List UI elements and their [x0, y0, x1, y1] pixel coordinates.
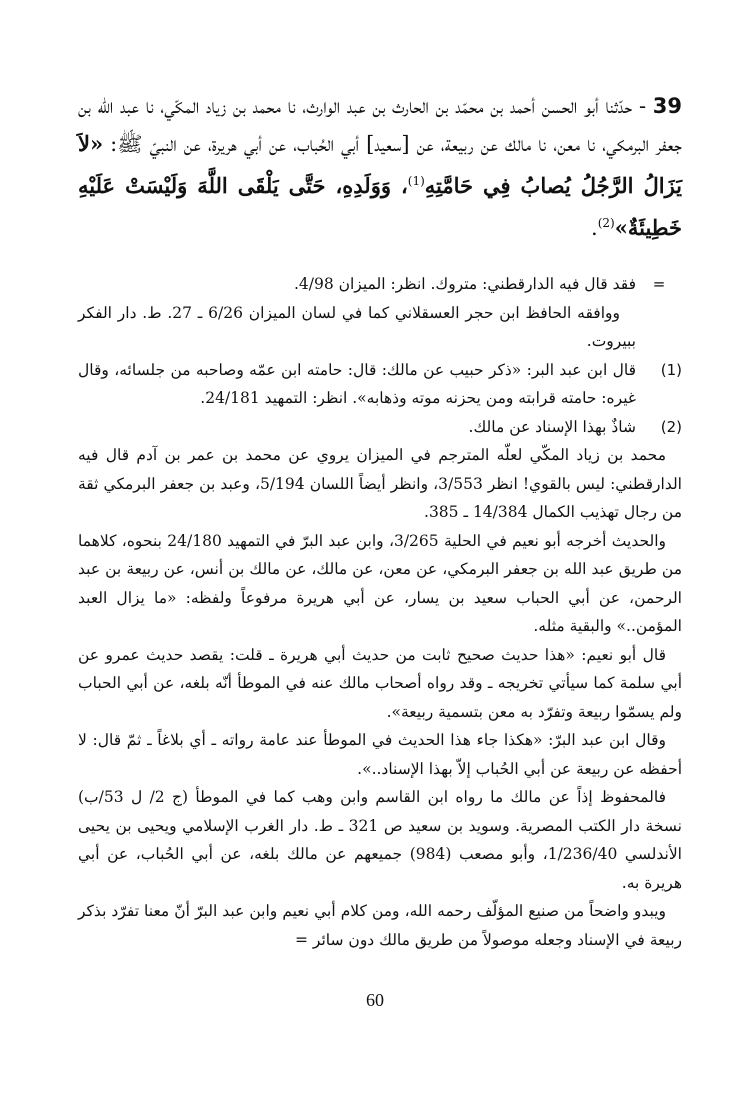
- footnote-marker-2: (2): [660, 417, 682, 436]
- hadith-isnad: - حدّثنا أبو الحسن أحمد بن محمّد بن الحارث بن عبد الوارث، نا محمد بن زياد المكّي، نا عبد الله بن جعفر البرمكي، نا معن، نا مالك عن ربيعة، عن [سعيد] أبي الحُباب، عن أبي هريرة، عن النبيّ ﷺ:: [78, 94, 682, 156]
- hadith-matn-part2: ، وَوَلَدِهِ، حَتَّى يَلْقَى اللَّهَ وَلَيْسَتْ عَلَيْهِ خَطِيئَةٌ»: [78, 173, 682, 240]
- footnote-ref-2: (2): [597, 216, 615, 230]
- hadith-end: .: [591, 216, 598, 240]
- footnote-2: [78, 413, 682, 442]
- footnote-continuation: [78, 270, 682, 356]
- footnote-1: [78, 356, 682, 413]
- footnote-paragraph: قال أبو نعيم: «هذا حديث صحيح ثابت من حديث أبي هريرة ـ قلت: يقصد حديث عمرو عن أبي سلمة كما سيأتي تخريجه ـ وقد رواه أصحاب مالك عنه في الموطأ أنّه بلغه، عن أبي الحباب ولم يسمّوا ربيعة وتفرّد به معن بتسمية ربيعة».: [78, 645, 682, 721]
- footnote-paragraph: شاذٌ بهذا الإسناد عن مالك.: [468, 417, 636, 436]
- page-content: [78, 88, 682, 954]
- footnote-2-body: [78, 413, 636, 442]
- page-number: 60: [366, 990, 384, 1010]
- footnote-paragraph: محمد بن زياد المكّي لعلّه المترجم في الميزان يروي عن محمد بن عمر بن آدم قال فيه الدارقطني: ليس بالقوي! انظر 3/553، وانظر أيضاً اللسان 5/194، وعبد بن جعفر البرمكي ثقة من رجال تهذيب الكمال 14/384 ـ 385.: [78, 446, 682, 521]
- footnote-continuation-body: [78, 270, 636, 356]
- footnote-paragraph: ووافقه الحافظ ابن حجر العسقلاني كما في لسان الميزان 6/26 ـ 27. ط. دار الفكر ببيروت.: [78, 303, 636, 350]
- footnote-paragraph: وقال ابن عبد البرّ: «هكذا جاء هذا الحديث في الموطأ عند عامة رواته ـ أي بلاغاً ـ ثمّ قال: لا أحفظه عن ربيعة عن أبي الحُباب إلاّ بهذا الإسناد..».: [78, 731, 682, 778]
- footnote-marker-1: (1): [660, 360, 682, 379]
- footnote-paragraph: والحديث أخرجه أبو نعيم في الحلية 3/265، وابن عبد البرّ في التمهيد 24/180 بنحوه، كلاهما من طريق عبد الله بن جعفر البرمكي، عن معن، عن مالك، عن مالك بن أنس، عن ربيعة بن عبد الرحمن، عن أبي الحباب سعيد بن يسار، عن أبي هريرة مرفوعاً ولفظه: «ما يزال العبد المؤمن..» والبقية مثله.: [78, 531, 682, 635]
- continuation-marker: =: [652, 275, 666, 293]
- footnote-paragraph: ويبدو واضحاً من صنيع المؤلّف رحمه الله، ومن كلام أبي نعيم وابن عبد البرّ أنّ معنا تفرّد بذكر ربيعة في الإسناد وجعله موصولاً من طريق مالك دون سائر =: [78, 902, 682, 949]
- hadith-matn-part1: «لاَ يَزَالُ الرَّجُلُ يُصابُ فِي حَامَّتِهِ: [78, 131, 682, 198]
- footnote-2-continued-body: [78, 441, 682, 954]
- hadith-39: [78, 88, 682, 247]
- footnote-ref-1: (1): [407, 174, 425, 188]
- footnote-2-continued: [78, 441, 682, 954]
- footnote-paragraph: قال ابن عبد البر: «ذكر حبيب عن مالك: قال: حامته ابن عمّه وصاحبه من جلسائه، وقال غيره: حامته قرابته ومن يحزنه موته وذهابه». انظر: التمهيد 24/181.: [78, 360, 636, 407]
- footnote-paragraph: فقد قال فيه الدارقطني: متروك. انظر: الميزان 4/98.: [293, 275, 636, 293]
- footnote-1-body: [78, 356, 636, 413]
- hadith-number: 39: [652, 94, 682, 118]
- footnote-paragraph: فالمحفوظ إذاً عن مالك ما رواه ابن القاسم وابن وهب كما في الموطأ (ج 2/ ل 53/ب) نسخة دار الكتب المصرية. وسويد بن سعيد ص 321 ـ ط. دار الغرب الإسلامي ويحيى بن يحيى الأندلسي 1/236/40، وأبو مصعب (984) جميعهم عن مالك بلغه، عن أبي الحُباب، عن أبي هريرة به.: [78, 788, 682, 892]
- footnotes: [78, 270, 682, 954]
